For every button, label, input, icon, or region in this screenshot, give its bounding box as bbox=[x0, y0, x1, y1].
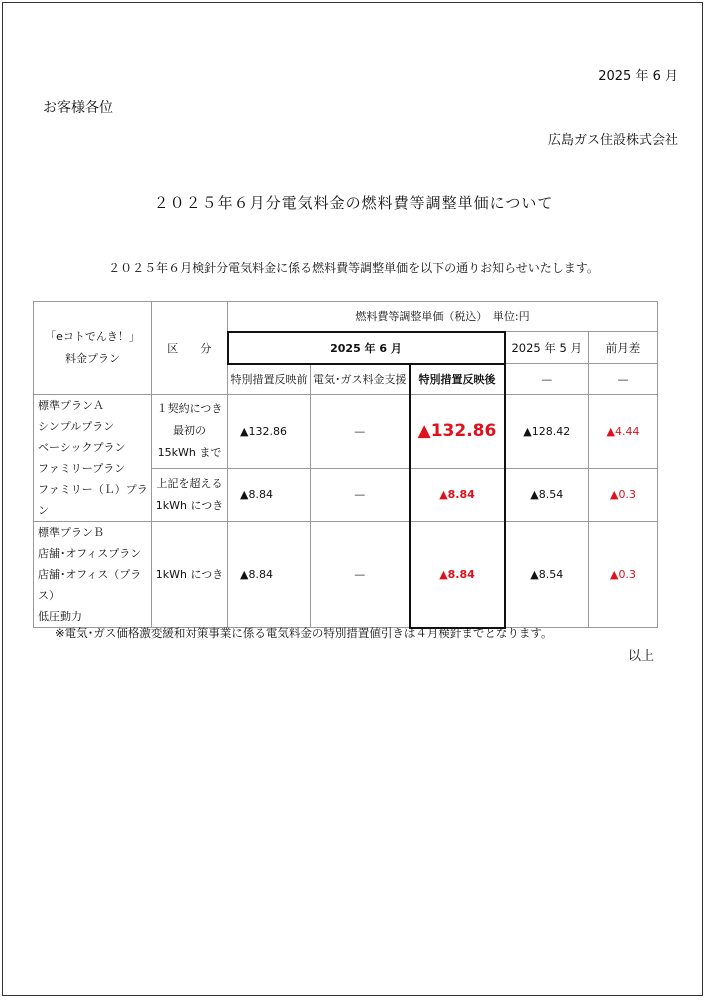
section-line: 1kWh につき bbox=[155, 567, 224, 581]
header-row-1 bbox=[34, 302, 658, 332]
document-page bbox=[2, 2, 703, 996]
company-name: 広島ガス住設株式会社 bbox=[547, 133, 678, 148]
support-value: — bbox=[311, 522, 410, 628]
diff-value: ▲0.3 bbox=[589, 468, 658, 521]
plan-header-cell bbox=[34, 302, 152, 395]
footnote: ※電気･ガス価格激変緩和対策事業に係る電気料金の特別措置値引きは４月検針までとなります。 bbox=[55, 626, 553, 640]
section-line: 最初の bbox=[173, 424, 206, 438]
plan-group-2 bbox=[34, 522, 152, 628]
prev-month-value: ▲8.54 bbox=[505, 522, 589, 628]
plan-group-1 bbox=[34, 395, 152, 522]
rate-table bbox=[33, 301, 658, 629]
diff-sub-dash: — bbox=[589, 364, 658, 395]
current-month-header: 2025 年 6 月 bbox=[228, 332, 505, 364]
closing-text: 以上 bbox=[627, 649, 654, 664]
plan-name: ファミリープラン bbox=[38, 462, 126, 475]
plan-header-line: 料金プラン bbox=[65, 352, 120, 365]
before-value: ▲8.84 bbox=[228, 468, 311, 521]
sub-header-before: 特別措置反映前 bbox=[228, 364, 311, 395]
section-cell bbox=[152, 522, 228, 628]
diff-value: ▲0.3 bbox=[589, 522, 658, 628]
support-value: — bbox=[311, 468, 410, 521]
document-title: ２０２５年６月分電気料金の燃料費等調整単価について bbox=[153, 194, 554, 212]
diff-value: ▲4.44 bbox=[589, 395, 658, 469]
plan-name: 低圧動力 bbox=[38, 610, 82, 623]
section-line: 15kWh まで bbox=[157, 446, 222, 460]
after-value: ▲132.86 bbox=[410, 395, 505, 469]
plan-name: 店舗･オフィス（プラス） bbox=[38, 568, 142, 602]
section-line: 上記を超える bbox=[156, 476, 223, 490]
sub-header-after: 特別措置反映後 bbox=[410, 364, 505, 395]
table-row bbox=[34, 395, 658, 469]
plan-header-line: 「eコトでんき！」 bbox=[45, 330, 140, 343]
plan-name: 標準プランＢ bbox=[38, 526, 104, 539]
prev-sub-dash: — bbox=[505, 364, 589, 395]
issue-date: 2025 年 6 月 bbox=[598, 69, 678, 84]
prev-month-value: ▲8.54 bbox=[505, 468, 589, 521]
intro-text: ２０２５年６月検針分電気料金に係る燃料費等調整単価を以下の通りお知らせいたします。 bbox=[108, 261, 599, 275]
section-cell bbox=[152, 395, 228, 469]
support-value: — bbox=[311, 395, 410, 469]
before-value: ▲8.84 bbox=[228, 522, 311, 628]
prev-month-header: 2025 年 5 月 bbox=[505, 332, 589, 364]
plan-name: シンプルプラン bbox=[38, 420, 115, 433]
section-header: 区 分 bbox=[152, 302, 228, 395]
plan-name: ベーシックプラン bbox=[38, 441, 126, 454]
section-line: 1kWh につき bbox=[155, 498, 224, 512]
plan-name: 店舗･オフィスプラン bbox=[38, 547, 142, 560]
unit-header: 燃料費等調整単価（税込） 単位:円 bbox=[228, 302, 658, 332]
plan-name: 標準プランＡ bbox=[38, 399, 104, 412]
sub-header-support: 電気･ガス料金支援 bbox=[311, 364, 410, 395]
table-row bbox=[34, 522, 658, 628]
after-value: ▲8.84 bbox=[410, 522, 505, 628]
prev-month-value: ▲128.42 bbox=[505, 395, 589, 469]
section-cell bbox=[152, 468, 228, 521]
recipient: お客様各位 bbox=[43, 100, 113, 116]
after-value: ▲8.84 bbox=[410, 468, 505, 521]
diff-header: 前月差 bbox=[589, 332, 658, 364]
plan-name: ファミリー（Ｌ）プラン bbox=[38, 483, 148, 517]
before-value: ▲132.86 bbox=[228, 395, 311, 469]
section-line: １契約につき bbox=[156, 402, 223, 416]
